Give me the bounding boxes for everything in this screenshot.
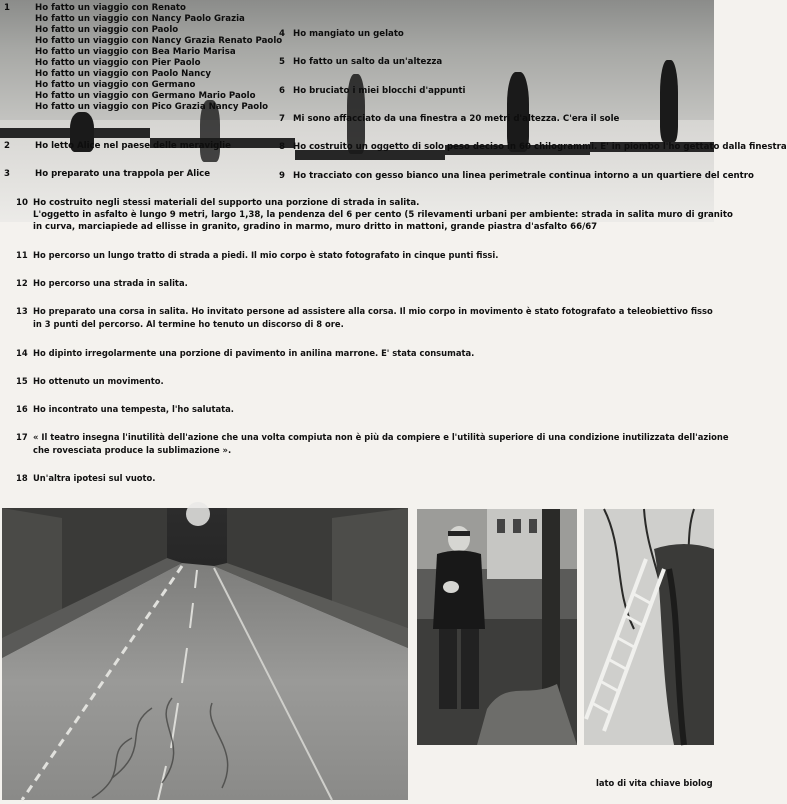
item-1-line: Ho fatto un viaggio con Germano Mario Paolo: [35, 91, 256, 101]
item-1-line: Ho fatto un viaggio con Nancy Paolo Grazia: [35, 14, 245, 24]
item-9: 9 Ho tracciato con gesso bianco una linea perimetrale continua intorno a un quartiere del centro: [279, 171, 754, 181]
item-10-line-3: in curva, marciapiede ad ellisse in granito, gradino in marmo, muro dritto in mattoni, grande piastra d'asfalto 66/67: [33, 222, 598, 232]
street-photo-image: [2, 508, 408, 800]
photo-sequence-band: [0, 0, 787, 222]
item-5: 5 Ho fatto un salto da un'altezza: [279, 57, 443, 67]
item-1-line: Ho fatto un viaggio con Bea Mario Marisa: [35, 47, 236, 57]
list-item-13: 13 Ho preparato una corsa in salita. Ho invitato persone ad assistere alla corsa. Il mio corpo in movimento è stato fotografato a teleobiettivo fisso in 3 punti del percorso. Al termine ho tenuto un discorso di 8 ore.: [16, 306, 713, 329]
list-item-18: 18 Un'altra ipotesi sul vuoto.: [16, 473, 156, 483]
item-1-line: Ho fatto un viaggio con Pico Grazia Nancy Paolo: [35, 102, 269, 112]
item-4: 4 Ho mangiato un gelato: [279, 29, 404, 39]
tree-ladder-photo: [584, 509, 714, 745]
item-1-line: 1 Ho fatto un viaggio con Renato: [4, 3, 186, 13]
item-1-line: Ho fatto un viaggio con Nancy Grazia Renato Paolo: [35, 36, 283, 46]
item-2: 2 Ho letto Alice nel paese delle meraviglie: [4, 141, 231, 151]
item-10-line-2: L'oggetto in asfalto è lungo 9 metri, largo 1,38, la pendenza del 6 per cento (5 rilevamenti urbani per ambiente: strada in salita muro di granito: [33, 210, 733, 220]
caption: lato di vita chiave biolog: [596, 778, 713, 788]
street-photo: [2, 508, 408, 800]
item-1-line: Ho fatto un viaggio con Germano: [35, 80, 196, 90]
list-item-12: 12 Ho percorso una strada in salita.: [16, 278, 188, 288]
item-1-block: [4, 3, 282, 113]
list-item-14: 14 Ho dipinto irregolarmente una porzione di pavimento in anilina marrone. E' stata consumata.: [16, 348, 475, 358]
list-item-15: 15 Ho ottenuto un movimento.: [16, 376, 164, 386]
item-7: 7 Mi sono affacciato da una finestra a 20 metri d'altezza. C'era il sole: [279, 114, 620, 124]
portrait-photo-image: [417, 509, 577, 745]
item-3: 3 Ho preparato una trappola per Alice: [4, 169, 211, 179]
item-10: 10 Ho costruito negli stessi materiali del supporto una porzione di strada in salita.: [16, 198, 420, 208]
photo-panel-4: [445, 0, 590, 222]
photo-panel-5: [590, 0, 714, 222]
item-1-line: Ho fatto un viaggio con Paolo: [35, 25, 179, 35]
tree-ladder-photo-image: [584, 509, 714, 745]
list-item-16: 16 Ho incontrato una tempesta, l'ho salutata.: [16, 404, 234, 414]
item-6: 6 Ho bruciato i miei blocchi d'appunti: [279, 86, 466, 96]
item-8: 8 Ho costruito un oggetto di solo peso deciso in 60 chilogrammi. E' in piombo l'ho gettato dalla finestra: [279, 142, 787, 152]
portrait-photo: [417, 509, 577, 745]
list-item-11: 11 Ho percorso un lungo tratto di strada a piedi. Il mio corpo è stato fotografato in cinque punti fissi.: [16, 250, 499, 260]
list-item-17: 17 « Il teatro insegna l'inutilità dell'azione che una volta compiuta non è più da compiere e l'utilità superiore di una condizione inutilizzata dell'azione che rovesciata produce la sublimazione ».: [16, 432, 729, 455]
item-1-line: Ho fatto un viaggio con Pier Paolo: [35, 58, 201, 68]
item-1-line: Ho fatto un viaggio con Paolo Nancy: [35, 69, 211, 79]
